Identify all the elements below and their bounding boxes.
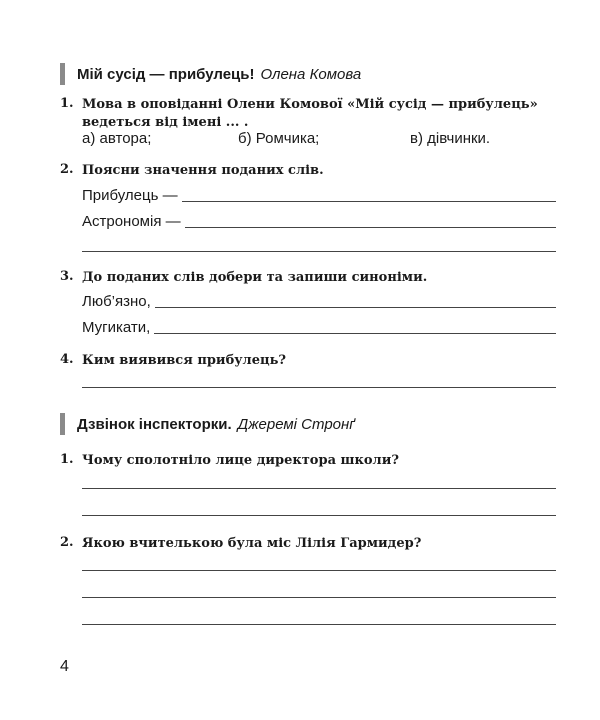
answer-line[interactable] xyxy=(82,387,556,388)
word-label: Мугикати, xyxy=(82,319,151,336)
question-text: До поданих слів добери та запиши синоніми. xyxy=(82,270,428,285)
answer-line[interactable] xyxy=(82,597,556,598)
section-header-2 xyxy=(60,412,354,436)
section-marker-bar xyxy=(60,413,65,435)
question-number: 2. xyxy=(60,535,74,550)
section-title: Дзвінок інспекторки. xyxy=(77,415,232,433)
question-1 xyxy=(60,452,560,470)
write-rule[interactable] xyxy=(182,201,556,202)
question-2 xyxy=(60,535,560,553)
question-3 xyxy=(60,269,560,287)
answer-line[interactable] xyxy=(82,488,556,489)
answer-line[interactable] xyxy=(82,570,556,571)
word-label: Люб’язно, xyxy=(82,293,151,310)
section-header-1 xyxy=(60,62,361,86)
option-b[interactable]: б) Ромчика; xyxy=(238,130,320,147)
question-text: Ким виявився прибулець? xyxy=(82,353,287,368)
write-rule[interactable] xyxy=(155,307,556,308)
answer-line-prybulets[interactable] xyxy=(82,186,556,206)
section-marker-bar xyxy=(60,63,65,85)
answer-line[interactable] xyxy=(82,515,556,516)
section-author: Олена Комова xyxy=(260,65,362,83)
question-text: Мова в оповіданні Олени Комової «Мій сусід — прибулець» ведеться від імені ... . xyxy=(82,97,538,130)
question-text: Чому сполотніло лице директора школи? xyxy=(82,453,399,468)
question-number: 4. xyxy=(60,352,74,367)
section-author: Джеремі Стронґ xyxy=(237,415,355,433)
page-number: 4 xyxy=(60,658,69,675)
term-label: Прибулець — xyxy=(82,187,178,204)
answer-line-muhykaty[interactable] xyxy=(82,318,556,338)
question-number: 1. xyxy=(60,96,74,111)
answer-line-liubiazno[interactable] xyxy=(82,292,556,312)
question-2 xyxy=(60,162,560,180)
answer-line-astronomiia[interactable] xyxy=(82,212,556,232)
question-number: 2. xyxy=(60,162,74,177)
answer-line[interactable] xyxy=(82,251,556,252)
question-4 xyxy=(60,352,560,370)
question-number: 1. xyxy=(60,452,74,467)
option-c[interactable]: в) дівчинки. xyxy=(410,130,491,147)
answer-line[interactable] xyxy=(82,624,556,625)
option-a[interactable]: а) автора; xyxy=(82,130,152,147)
term-label: Астрономія — xyxy=(82,213,181,230)
question-text: Якою вчителькою була міс Лілія Гармидер? xyxy=(82,536,422,551)
question-text: Поясни значення поданих слів. xyxy=(82,163,324,178)
section-title: Мій сусід — прибулець! xyxy=(77,65,255,83)
write-rule[interactable] xyxy=(154,333,556,334)
write-rule[interactable] xyxy=(185,227,556,228)
question-number: 3. xyxy=(60,269,74,284)
question-1 xyxy=(60,96,560,132)
